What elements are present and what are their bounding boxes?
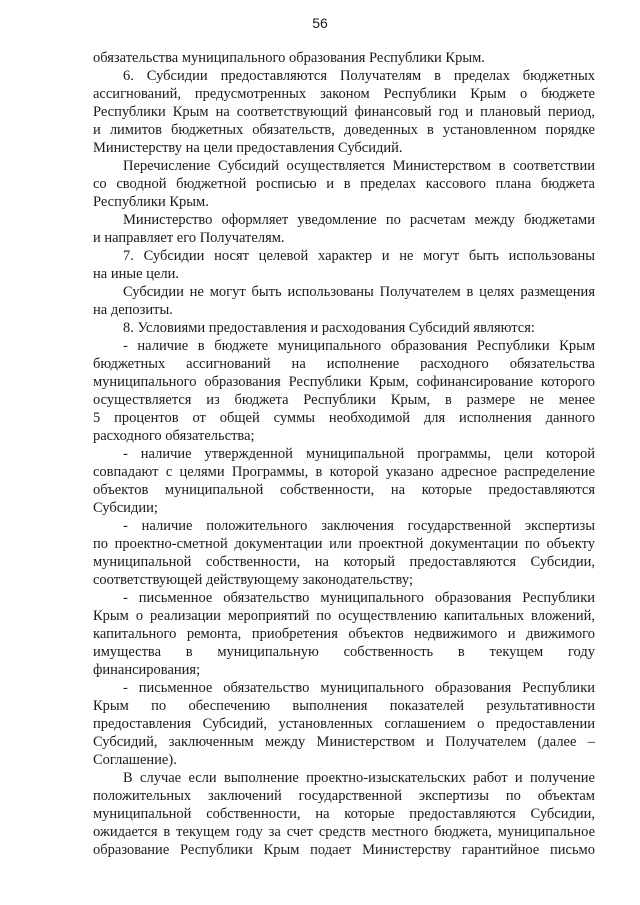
text-line: Соглашение). (93, 752, 177, 768)
text-line: на иные цели. (93, 266, 179, 282)
text-line: 8. Условиями предоставления и расходования Субсидий являются: (123, 320, 535, 336)
text-line: и лимитов бюджетных обязательств, доведенных в установленном порядке (93, 122, 595, 138)
text-line: расходного обязательства; (93, 428, 255, 444)
text-line: объектов муниципальной собственности, на которые предоставляются (93, 482, 595, 498)
text-line: ожидается в текущем году за счет средств местного бюджета, муниципальное (93, 824, 595, 840)
text-line: образование Республики Крым подает Министерству гарантийное письмо (93, 842, 595, 858)
text-line: соответствующей действующему законодательству; (93, 572, 413, 588)
text-line: на депозиты. (93, 302, 173, 318)
text-line: Субсидии не могут быть использованы Получателем в целях размещения (123, 284, 595, 300)
text-line: обязательства муниципального образования Республики Крым. (93, 50, 485, 66)
text-line: бюджетных ассигнований на исполнение расходного обязательства (93, 356, 595, 372)
text-line: 5 процентов от общей суммы необходимой для исполнения данного (93, 410, 595, 426)
text-line: муниципального образования Республики Крым, софинансирование которого (93, 374, 595, 390)
text-line: имущества в муниципальную собственность в текущем году (93, 644, 595, 660)
text-line: - наличие в бюджете муниципального образования Республики Крым (123, 338, 595, 354)
text-line: Крым по обеспечению выполнения показателей результативности (93, 698, 595, 714)
page-number: 56 (312, 15, 328, 31)
text-line: финансирования; (93, 662, 201, 678)
text-line: 7. Субсидии носят целевой характер и не могут быть использованы (123, 248, 595, 264)
text-line: Республики Крым. (93, 194, 209, 210)
text-line: Субсидии; (93, 500, 158, 516)
text-line: Субсидий, заключенным между Министерством и Получателем (далее – (93, 734, 595, 750)
text-line: Республики Крым на соответствующий финансовый год и плановый период, (93, 104, 595, 120)
text-line: Министерству на цели предоставления Субсидий. (93, 140, 403, 156)
text-line: положительных заключений государственной экспертизы по объектам (93, 788, 595, 804)
text-line: - наличие утвержденной муниципальной программы, цели которой (123, 446, 595, 462)
text-line: В случае если выполнение проектно-изыскательских работ и получение (123, 770, 595, 786)
text-line: - наличие положительного заключения государственной экспертизы (123, 518, 595, 534)
text-line: Крым о реализации мероприятий по осуществлению капитальных вложений, (93, 608, 595, 624)
text-line: муниципальной собственности, на который предоставляются Субсидии, (93, 554, 595, 570)
text-line: Министерство оформляет уведомление по расчетам между бюджетами (123, 212, 595, 228)
text-line: Перечисление Субсидий осуществляется Министерством в соответствии (123, 158, 595, 174)
text-line: осуществляется из бюджета Республики Крым, в размере не менее (93, 392, 595, 408)
text-line: - письменное обязательство муниципального образования Республики (123, 590, 595, 606)
text-line: по проектно-сметной документации или проектной документации по объекту (93, 536, 595, 552)
text-line: со сводной бюджетной росписью и в пределах кассового плана бюджета (93, 176, 595, 192)
text-line: - письменное обязательство муниципального образования Республики (123, 680, 595, 696)
document-body (93, 49, 595, 859)
text-line: капитального ремонта, приобретения объектов недвижимого и движимого (93, 626, 595, 642)
text-line: совпадают с целями Программы, в которой указано адресное распределение (93, 464, 595, 480)
text-line: и направляет его Получателям. (93, 230, 285, 246)
text-line: ассигнований, предусмотренных законом Республики Крым о бюджете (93, 86, 595, 102)
text-line: 6. Субсидии предоставляются Получателям в пределах бюджетных (123, 68, 595, 84)
text-line: предоставления Субсидий, установленных соглашением о предоставлении (93, 716, 595, 732)
text-line: муниципальной собственности, на которые предоставляются Субсидии, (93, 806, 595, 822)
